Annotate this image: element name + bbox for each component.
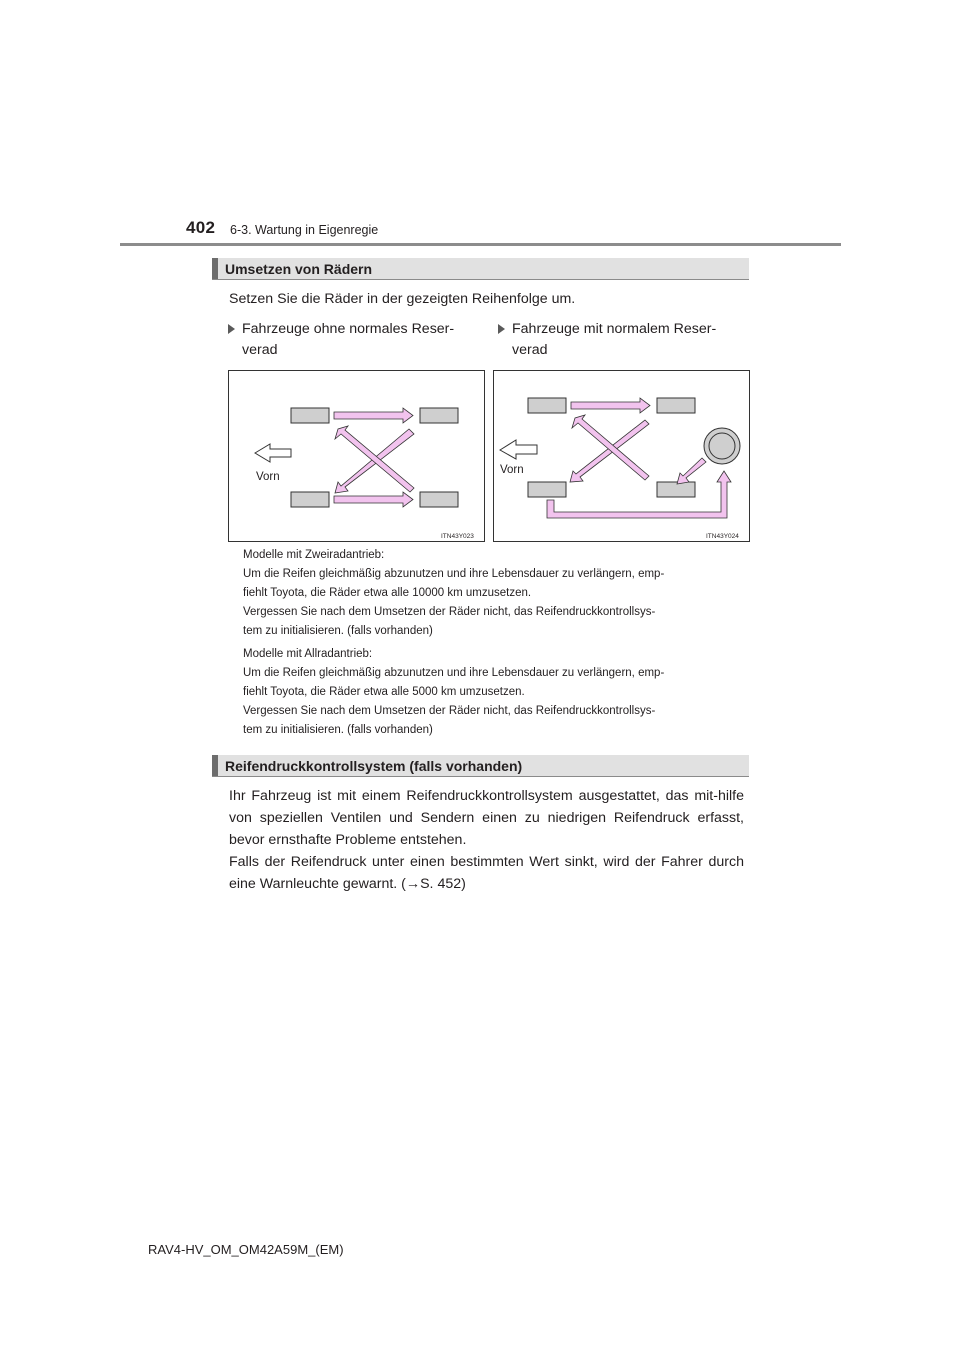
heading-text: Reifendruckkontrollsystem (falls vorhanden) [225, 758, 523, 774]
diagram-no-spare [229, 371, 485, 542]
note-title: Modelle mit Allradantrieb: [243, 648, 373, 660]
note-line: Vergessen Sie nach dem Umsetzen der Räder nicht, das Reifendruckkontrollsys- [243, 606, 656, 618]
wheel [657, 482, 695, 497]
wheel [528, 398, 566, 413]
header-rule [120, 243, 841, 246]
diagram-with-spare [494, 371, 750, 542]
diagram-code: ITN43Y023 [441, 533, 474, 540]
note-two-wheel-drive [243, 546, 744, 641]
wheel [528, 482, 566, 497]
heading-marker [212, 258, 218, 279]
note-line: Vergessen Sie nach dem Umsetzen der Räder nicht, das Reifendruckkontrollsys- [243, 705, 656, 717]
footer-document-code: RAV4-HV_OM_OM42A59M_(EM) [148, 1242, 344, 1257]
column-label-no-spare [228, 319, 463, 361]
intro-text: Setzen Sie die Räder in der gezeigten Reihenfolge um. [229, 291, 576, 307]
heading-marker [212, 755, 218, 776]
note-line: tem zu initialisieren. (falls vorhanden) [243, 724, 433, 736]
wheel-rotation-diagrams [228, 370, 750, 542]
front-label: Vorn [500, 464, 524, 476]
column-label-line: Fahrzeuge mit normalem Reser- [512, 321, 717, 337]
wheel [657, 398, 695, 413]
heading-wheel-rotation [212, 258, 749, 280]
tpms-paragraph-warning: Falls der Reifendruck unter einen bestimmten Wert sinkt, wird der Fahrer durch eine Warnleuchte gewarnt. (→S. 452) [229, 854, 744, 892]
wheel [420, 408, 458, 423]
heading-tpms [212, 755, 749, 777]
spare-wheel-icon [704, 428, 740, 464]
triangle-bullet-icon [498, 324, 505, 334]
column-label-line: Fahrzeuge ohne normales Reser- [242, 321, 455, 337]
heading-text: Umsetzen von Rädern [225, 261, 373, 277]
note-line: Um die Reifen gleichmäßig abzunutzen und ihre Lebensdauer zu verlängern, emp- [243, 667, 665, 679]
tpms-paragraph: Ihr Fahrzeug ist mit einem Reifendruckkontrollsystem ausgestattet, das mit-hilfe von speziellen Ventilen und Sendern einen zu niedrigen Reifendruck erfasst, bevor ernsthafte Probleme entstehen. [229, 788, 744, 848]
note-title: Modelle mit Zweiradantrieb: [243, 549, 385, 561]
front-label: Vorn [256, 471, 280, 483]
column-label-with-spare [498, 319, 733, 361]
page-number: 402 [186, 218, 216, 237]
section-label: 6-3. Wartung in Eigenregie [230, 223, 379, 237]
note-line: fiehlt Toyota, die Räder etwa alle 5000 km umzusetzen. [243, 686, 525, 698]
note-line: fiehlt Toyota, die Räder etwa alle 10000 km umzusetzen. [243, 587, 532, 599]
column-label-line: verad [242, 342, 278, 358]
diagram-code: ITN43Y024 [706, 533, 739, 540]
note-all-wheel-drive [243, 645, 744, 740]
triangle-bullet-icon [228, 324, 235, 334]
wheel [420, 492, 458, 507]
note-line: tem zu initialisieren. (falls vorhanden) [243, 625, 433, 637]
wheel [291, 492, 329, 507]
column-label-line: verad [512, 342, 548, 358]
note-line: Um die Reifen gleichmäßig abzunutzen und ihre Lebensdauer zu verlängern, emp- [243, 568, 665, 580]
wheel [291, 408, 329, 423]
